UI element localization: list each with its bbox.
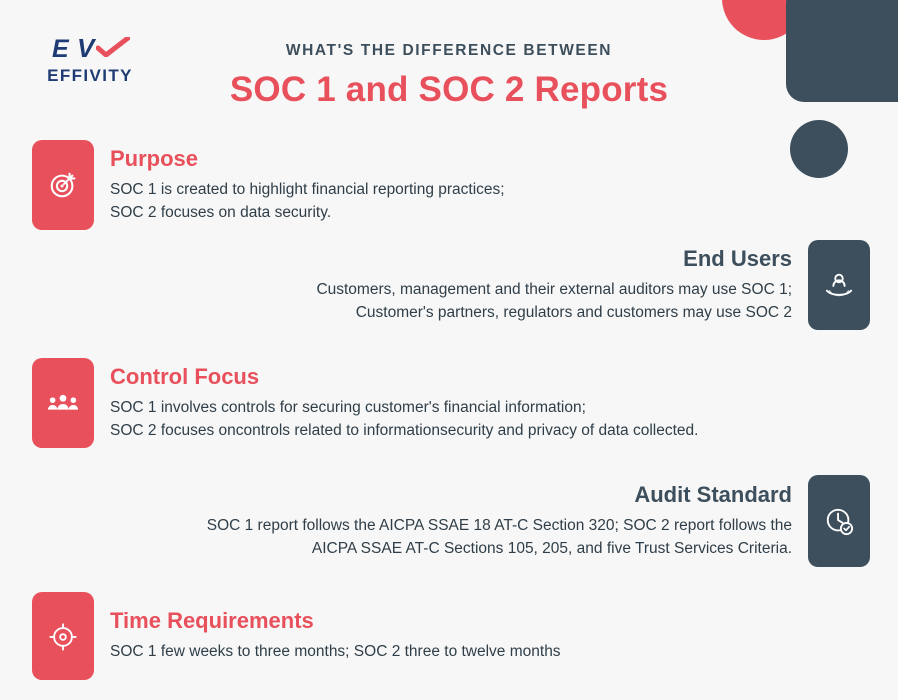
content-audit-standard [207, 475, 808, 567]
body-line: Customers, management and their external auditors may use SOC 1; [316, 280, 792, 298]
target-icon [48, 170, 78, 200]
badge-time-requirements [32, 592, 94, 680]
heading-control-focus: Control Focus [110, 363, 260, 389]
badge-end-users [808, 240, 870, 330]
body-end-users [316, 278, 792, 325]
row-purpose [32, 140, 505, 230]
heading-purpose: Purpose [110, 145, 199, 171]
badge-purpose [32, 140, 94, 230]
row-end-users [316, 240, 870, 330]
body-control-focus [110, 396, 698, 443]
body-line: SOC 2 focuses on data security. [110, 204, 332, 221]
body-line: SOC 1 few weeks to three months; SOC 2 three to twelve months [110, 643, 561, 661]
body-line: SOC 1 report follows the AICPA SSAE 18 AT-C Section 320; SOC 2 report follows the [206, 516, 792, 534]
content-end-users [316, 240, 808, 330]
row-control-focus [32, 358, 698, 448]
content-purpose [94, 140, 505, 230]
badge-audit-standard [808, 475, 870, 567]
body-line: SOC 1 involves controls for securing customer's financial information; [110, 398, 586, 416]
body-purpose [110, 178, 505, 225]
badge-control-focus [32, 358, 94, 448]
logo-wordmark: EFFIVITY [47, 66, 133, 85]
body-line: SOC 1 is created to highlight financial reporting practices; [110, 180, 505, 198]
body-line: AICPA SSAE AT-C Sections 105, 205, and five Trust Services Criteria. [311, 540, 792, 557]
row-audit-standard [207, 475, 870, 567]
logo-letter-e: E [52, 35, 68, 63]
body-line: SOC 2 focuses oncontrols related to informationsecurity and privacy of data collected. [110, 422, 699, 439]
page-title: SOC 1 and SOC 2 Reports [229, 70, 669, 109]
heading-audit-standard: Audit Standard [634, 481, 792, 507]
heading-time-requirements: Time Requirements [110, 608, 314, 634]
clock-check-icon [824, 506, 854, 536]
body-line: Customer's partners, regulators and customers may use SOC 2 [355, 304, 792, 321]
content-control-focus [94, 358, 698, 448]
content-time-requirements [94, 592, 561, 680]
row-time-requirements [32, 592, 561, 680]
body-time-requirements [110, 640, 561, 663]
logo-letter-v: V [77, 33, 95, 63]
heading-end-users: End Users [683, 245, 792, 271]
body-audit-standard [207, 514, 792, 561]
hand-people-icon [824, 270, 854, 300]
stopwatch-icon [48, 621, 78, 651]
header [0, 42, 898, 110]
decorative-dark-circle [790, 120, 848, 178]
header-eyebrow: WHAT'S THE DIFFERENCE BETWEEN [285, 42, 613, 59]
people-group-icon [47, 390, 79, 416]
